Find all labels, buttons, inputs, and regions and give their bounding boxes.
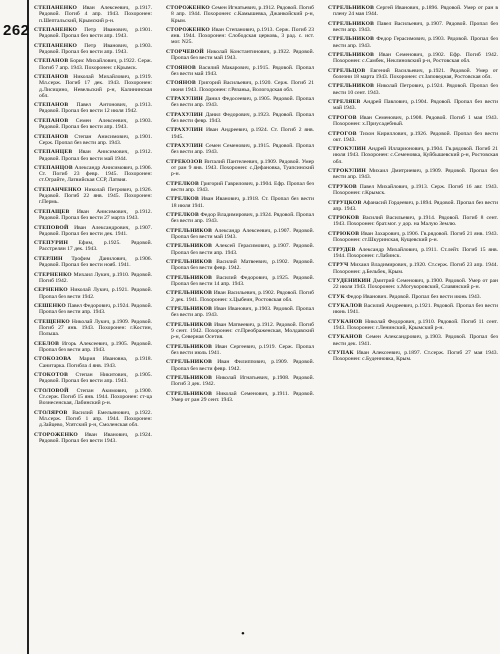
memorial-entry [166,80,314,93]
memorial-entry [166,49,314,62]
memorial-entry [328,278,498,291]
memorial-entry [166,159,314,178]
entry-details: Иван Алексеевич, р.1917. Рядовой. Погиб 4 апр. 1943. Похоронен: п.Шептальский, Крымский р-н. [39,5,152,24]
entry-details: Григорий Васильевич, р.1920. Серж. Погиб 21 июня 1943. Похоронен: г.Рязаньа, Вологодская обл. [171,80,314,93]
memorial-entry [34,225,152,238]
memorial-entry [328,184,498,197]
memorial-entry [166,5,314,24]
entry-details: Мария Ивановна, р.1918. Санитарка. Погибла 4 янв. 1943. [39,356,152,369]
memorial-entry [166,143,314,156]
entry-details: Андрей Илларионович, р.1904. Гв.рядовой. Погиб 21 июля 1943. Похоронен: с.Семеновка, Куйбышевский р-н, Ростовская обл. [333,146,498,165]
memorial-entry [34,118,152,131]
memorial-entry [34,187,152,206]
entry-details: Иван Степанович, р.1913. Серж. Погиб 23 янв. 1944. Похоронен: Слободская церковь, 3 рад. с. ист. мог. N25. [171,26,314,46]
entry-details: Иван Андреевич, р.1924. Ст. Погиб 2 янв. 1945. [171,127,314,140]
entry-details: Игорь Алексеевич, р.1905. Рядовой. Пропал без вести апр. 1943. [39,340,152,353]
entry-details: Иван Семенович, р.1902. Ефр. Погиб 1942. Похоронен: с.Самбек, Неклиновский р-н, Ростовская обл. [333,52,498,65]
entry-surname: СТРУЦКОВ [328,199,362,206]
entry-details: Иван Алексеевич, р.1897. Ст.серж. Погиб 27 мая 1943. Похоронен: с.Буденновка, Крым. [333,350,498,363]
entry-details: Семен Александрович, р.1903. Рядовой. Пропал без вести дек. 1941. [333,334,498,347]
memorial-entry [328,247,498,260]
entry-details: Николай Петрович, р.1924. Рядовой. Пропал без вести 10 сент. 1943. [333,83,498,96]
entry-surname: СТРЕЛЬНИКОВ [166,321,213,328]
entry-details: Семен Игнатьевич, р.1912. Рядовой. Погиб 8 апр. 1944. Похоронен: с.Камышевка, Джанкойский р-н, Крым. [171,5,314,24]
memorial-entry [166,127,314,140]
entry-details: Николай Игнатьевич, р.1908. Рядовой. Погиб 3 дек. 1942. [171,375,314,388]
entry-details: Григорий Гаврилович, р.1904. Ефр. Пропал без вести апр. 1943. [171,180,314,193]
entry-details: Михаил Лукич, р.1910. Рядовой. Погиб 1942. [39,271,152,284]
entry-surname: СТРАХУЛИН [166,111,204,118]
memorial-entry [166,322,314,341]
entry-surname: СЕРНЕНКО [34,287,68,294]
entry-surname: СТОЛЯРОВ [34,409,68,416]
memorial-entry [166,375,314,388]
entry-details: Семен Семенович, р.1915. Рядовой. Пропал без вести апр. 1943. [171,143,314,156]
column-3 [328,5,498,366]
entry-details: Виталий Пантелеевич, р.1909. Рядовой. Умер от ран 9 янв. 1943. Похоронен: с.Дефановка, Туапсинский р-н. [171,158,314,178]
entry-surname: СТРЕЛЬНИКОВ [166,306,213,313]
entry-details: Павел Васильевич, р.1907. Рядовой. Пропал без вести апр. 1943. [333,20,498,33]
memorial-entry [328,21,498,34]
entry-surname: СТРАХУЛИН [166,95,204,102]
entry-details: Александр Алексеевич, р.1907. Рядовой. Пропал без вести май 1943. [171,227,314,240]
entry-details: Василий Макарович, р.1915. Рядовой. Пропал без вести май 1943. [171,64,314,77]
entry-surname: СТЕРЛИН [34,255,63,262]
entry-details: Иван Матвеевич, р.1912. Рядовой. Погиб 9 сент. 1942. Похоронен: ст.Преображенская, Молдавский р-н, Северная Осетия. [171,321,314,341]
entry-surname: СТЕПОВОЙ [34,224,69,231]
entry-surname: СТУКАЛОВ [328,303,363,310]
memorial-entry [34,410,152,429]
entry-surname: СТРЕЛЬНИКОВ [328,20,375,27]
entry-details: Павел Михайлович, р.1913. Серж. Погиб 16 авг. 1943. Похоронен: г.Крымск. [333,183,498,197]
memorial-entry [166,391,314,404]
entry-details: Ефим, р.1925. Рядовой. Расстрелян 17 дек. 1943. [39,240,152,253]
memorial-entry [328,5,498,18]
memorial-entry [166,243,314,256]
entry-details: Данил Федосеевич, р.1905. Рядовой. Пропал без вести апр. 1943. [171,95,315,109]
entry-surname: СТРЕЛКОВ [166,180,200,187]
entry-surname: СТРОКУЛИН [328,168,366,175]
memorial-entry [34,134,152,147]
memorial-entry [34,5,152,24]
memorial-entry [166,228,314,241]
entry-details: Андрей Павлович, р.1904. Рядовой. Пропал без вести май 1943. [333,99,498,112]
entry-surname: СТРЕЛЬНИКОВ [166,390,213,397]
memorial-entry [34,102,152,115]
entry-surname: СЕБЛОВ [34,340,60,347]
memorial-entry [328,146,498,165]
entry-surname: СТЕПАНЕНКО [34,42,78,49]
memorial-entry [328,215,498,228]
entry-details: Борис Михайлович, р.1922. Серж. Погиб 7 апр. 1943. Похоронен: г.Крымск. [39,58,152,71]
memorial-entry [328,52,498,65]
page-number: 262 [3,22,30,39]
entry-surname: СТЕПАНЕНКО [34,26,78,33]
entry-surname: СТЕРНЕНКО [34,271,72,278]
memorial-entry [166,96,314,109]
memorial-entry [328,303,498,316]
entry-details: Иван Филиппович, р.1909. Рядовой. Пропал без вести февр. 1942. [171,359,314,372]
entry-surname: СТРЕЛЬНИКОВ [166,359,213,366]
memorial-entry [166,196,314,209]
entry-surname: СТЕПАНЕНКО [34,5,78,11]
entry-details: Петр Иванович, р.1901. Рядовой. Пропал без вести апр. 1943. [39,26,152,40]
entry-surname: СТУКАНОВ [328,334,363,341]
entry-surname: СТЕПАНОВ [34,133,69,140]
entry-details: Трофим Данилович, р.1906. Рядовой. Пропал без вести нояб. 1941. [39,255,152,269]
entry-details: Александр Анисимович, р.1906. Ст. Погиб 23 февр. 1945. Похоронен: ст.Ограйте, Латвийская ССР, Латвия. [39,164,152,184]
entry-surname: СТРЕЛЬНИКОВ [166,290,213,297]
entry-details: Степан Никитович, р.1905. Рядовой. Пропал без вести апр. 1943. [39,371,152,385]
entry-surname: СТРЕЛКОВ [166,196,200,203]
entry-details: Павел Антонович, р.1913. Рядовой. Пропал без вести 12 июля 1942. [39,102,152,115]
entry-details: Николай Константинович, р.1922. Рядовой. Пропал без вести май 1943. [171,48,314,62]
memorial-entry [328,131,498,144]
column-1 [34,5,152,447]
entry-details: Алексей Герасимович, р.1907. Рядовой. Пропал без вести апр. 1943. [171,243,314,256]
entry-surname: СТЕПАНОВ [34,117,69,124]
memorial-entry [34,287,152,300]
memorial-entry [166,275,314,288]
entry-surname: СТОРОЖЕНКО [166,5,211,11]
entry-surname: СТОКОЗОВА [34,356,72,363]
memorial-entry [34,27,152,40]
entry-details: Василий Федорович, р.1925. Рядовой. Пропал без вести 14 апр. 1943. [171,274,314,287]
entry-surname: СТЕПАНЧЕНКО [34,186,82,193]
memorial-entry [328,294,498,300]
entry-details: Иван Иванович, р.1903. Рядовой. Пропал без вести апр. 1943. [171,306,314,319]
entry-details: Николай Семенович, р.1911. Рядовой. Умер от ран 29 сент. 1943. [171,390,314,404]
entry-surname: СТРОГОВ [328,114,357,121]
entry-details: Иван Захарович, р.1906. Гв.рядовой. Погиб 21 янв. 1943. Похоронен: ст.Шкуринская, Кущевский р-н. [333,230,498,244]
memorial-entry [166,290,314,303]
entry-surname: СТОКОТОВ [34,371,69,378]
entry-details: Иван Иванович, р.1924. Рядовой. Пропал без вести 1943. [39,431,152,444]
entry-surname: СТРЕЛЬНИКОВ [328,83,375,90]
memorial-entry [328,262,498,275]
entry-details: Иван Анисимович, р.1912. Рядовой. Пропал без вести 27 марта 1943. [39,208,152,222]
entry-surname: СТРЕКОЗОВ [166,158,203,165]
entry-surname: СТРЕЛЬЦОВ [328,67,366,74]
entry-details: Федор Герасимович, р.1903. Рядовой. Пропал без вести апр. 1943. [333,36,498,49]
entry-details: Федор Иванович. Рядовой. Пропал без вести июнь 1943. [346,293,481,300]
entry-surname: СТРОГОВ [328,130,357,137]
memorial-entry [34,209,152,222]
memorial-entry [34,74,152,99]
memorial-entry [166,181,314,194]
memorial-entry [328,36,498,49]
memorial-entry [34,432,152,445]
entry-details: Александр Михайлович, р.1911. Ст.лейт. Погиб 15 янв. 1944. Похоронен: г.Лабинск. [333,246,498,259]
entry-surname: СТРЕЛЯЕВ [328,99,361,106]
entry-details: Павел Федорович, р.1924. Рядовой. Пропал без вести апр. 1943. [39,302,152,316]
memorial-entry [34,240,152,253]
memorial-entry [328,319,498,332]
entry-details: Василий Андреевич, р.1921. Рядовой. Пропал без вести июнь 1941. [333,303,498,316]
entry-surname: СТРЕЛЬНИКОВ [328,52,375,59]
entry-surname: СТЕПАЩЕВ [34,208,70,215]
entry-details: Иван Иванович, р.1918. Ст. Пропал без вести 18 июля 1941. [171,196,314,209]
entry-details: Сергей Иванович, р.1896. Рядовой. Умер от ран в плену 24 мая 1944. [333,5,498,18]
entry-details: Евгений Васильевич, р.1921. Рядовой. Умер от болезни 18 марта 1943. Похоронен: ст.Заповедная, Ростовская обл. [333,67,498,80]
entry-details: Василий Васильевич, р.1914. Рядовой. Погиб 8 сент. 1943. Похоронен: брат.мог. у дор. на Малую Землю. [333,215,499,228]
memorial-entry [328,334,498,347]
entry-details: Михаил Дмитриевич, р.1909. Рядовой. Пропал без вести апр. 1943. [333,168,498,181]
entry-surname: СТОЯНОВ [166,64,196,71]
entry-surname: СТЕПАНОВ [34,102,69,109]
entry-details: Николай Петрович, р.1926. Рядовой. Погиб 22 янв. 1945. Похоронен: г.Пермь. [39,186,153,206]
entry-surname: СТЕПАНЦЕВ [34,149,73,156]
entry-surname: СЕШЕНКО [34,302,67,309]
entry-surname: СТОЯНОВ [166,80,196,87]
entry-details: Николай Лукич, р.1909. Рядовой. Погиб 27 янв. 1943. Похоронен: г.Костин, Польша. [39,318,152,338]
entry-details: Дмитрий Семенович, р.1900. Рядовой. Умер от ран 22 июля 1943. Похоронен: х.Могукоровский, Славянский р-н. [333,277,498,291]
entry-details: Федор Владимирович, р.1924. Рядовой. Пропал без вести апр. 1943. [171,212,314,225]
memorial-entry [34,43,152,56]
entry-details: Семен Алексеевич, р.1903. Рядовой. Пропал без вести апр. 1943. [39,117,152,131]
entry-surname: СТРУЧ [328,262,349,269]
memorial-entry [34,272,152,285]
entry-details: Петр Иванович, р.1903. Рядовой. Пропал без вести апр. 1943. [39,42,152,55]
entry-surname: СТЕПАНОВ [34,74,69,80]
entry-details: Василий Матвеевич, р.1902. Рядовой. Пропал без вести февр. 1942. [171,259,314,272]
entry-surname: СТРУДЕВ [328,246,356,253]
memorial-entry [328,200,498,213]
memorial-entry [166,212,314,225]
entry-details: Николай Федорович, р.1910. Рядовой. Погиб 11 сент. 1943. Похоронен: г.Ленинский, Крымский р-н. [333,318,498,331]
entry-surname: СТРЮКОВ [328,215,360,222]
memorial-entry [34,165,152,184]
memorial-entry [166,306,314,319]
memorial-entry [34,303,152,316]
entry-surname: СТРЕЛЬНИКОВ [328,36,375,43]
memorial-entry [328,99,498,112]
memorial-entry [328,168,498,181]
entry-surname: СТУПАК [328,350,354,357]
entry-surname: СТРЕЛЬНИКОВ [166,274,213,281]
margin-rule [27,0,29,654]
entry-surname: СТЕЩЕНКО [34,318,70,325]
entry-details: Степан Акимович, р.1900. Ст.серж. Погиб 15 янв. 1944. Похоронен: ст-ца Вознесенская, Лабинский р-н. [39,387,152,407]
memorial-entry [34,319,152,338]
entry-surname: СТРЕЛЬНИКОВ [166,243,213,250]
entry-surname: СТРЮКОВ [328,230,360,237]
memorial-entry [328,83,498,96]
entry-surname: СТУДЕНИКИН [328,277,371,284]
entry-details: Иван Анисимович, р.1912. Рядовой. Пропал без вести май 1944. [39,149,152,162]
memorial-entry [328,350,498,363]
memorial-entry [166,65,314,78]
entry-surname: СТРОКУЛИН [328,146,366,153]
memorial-entry [328,231,498,244]
entry-surname: СТРЕЛЬНИКОВ [166,259,213,266]
entry-details: Николай Михайлович, р.1919. Мл.серж. Погиб 17 дек. 1943. Похоронен: д.Лисицино, Невельский р-н, Калининская обл. [39,74,153,99]
entry-details: Василий Емельянович, р.1922. Мл.серж. Погиб 1 апр. 1944. Похоронен: д.Зайцево, Усятский р-н, Смоленская обл. [39,409,152,429]
entry-surname: СТРУКОВ [328,183,357,190]
entry-details: Николай Лукич, р.1921. Рядовой. Пропал без вести 1942. [39,287,152,300]
entry-surname: СТЕПАНОВ [34,58,69,65]
footer-mark: • [241,628,245,640]
entry-surname: СТОРЧЕВОЙ [166,48,204,55]
memorial-entry [166,359,314,372]
entry-surname: СТЕПАНЦОВ [34,164,73,171]
memorial-entry [328,68,498,81]
entry-surname: СТРЕЛЬНИКОВ [166,375,213,382]
entry-surname: СТЕПУРИН [34,240,69,247]
memorial-entry [166,27,314,46]
memorial-entry [328,115,498,128]
entry-details: Иван Александрович, р.1907. Рядовой. Пропал без вести дек. 1941. [39,224,152,237]
entry-details: Иван Семенович, р.1908. Рядовой. Погиб 1 мая 1943. Похоронен: х.Приусадебный. [333,114,498,128]
entry-surname: СТРЕЛЬНИКОВ [328,5,375,11]
memorial-entry [166,344,314,357]
memorial-entry [166,259,314,272]
entry-surname: СТРЕЛЬНИКОВ [166,343,213,350]
memorial-entry [34,58,152,71]
memorial-entry [34,341,152,354]
memorial-entry [34,149,152,162]
entry-surname: СТОРОЖЕНКО [34,431,79,438]
entry-details: Данил Федорович, р.1923. Рядовой. Пропал без вести февр. 1943. [171,111,314,124]
entry-details: Афанасий Гордеевич, р.1894. Рядовой. Пропал без вести апр. 1943. [333,199,498,212]
memorial-entry [166,112,314,125]
entry-surname: СТОРОЖЕНКО [166,26,211,33]
memorial-entry [34,256,152,269]
entry-surname: СТУКАНОВ [328,318,363,325]
entry-details: Иван Васильевич, р.1902. Рядовой. Погиб 2 дек. 1941. Похоронен: х.Цыбеин, Ростовская обл. [171,290,314,303]
entry-surname: СТУК [328,293,345,300]
entry-surname: СТРЕЛЬНИКОВ [166,227,213,234]
memorial-entry [34,356,152,369]
entry-details: Степан Анисимович, р.1901. Серж. Пропал без вести апр. 1943. [39,133,152,146]
entry-surname: СТРАХУЛИН [166,127,204,134]
entry-surname: СТОЛОВОЙ [34,387,69,394]
entry-details: Михаил Владимирович, р.1920. Ст.серж. Погиб 23 апр. 1944. Похоронен: д.Бельбек, Крым. [333,262,498,275]
entry-surname: СТРЕЛКОВ [166,212,200,218]
column-2 [166,5,314,407]
memorial-entry [34,372,152,385]
entry-details: Иван Сергеевич, р.1919. Серж. Пропал без вести июль 1941. [171,343,314,356]
memorial-entry [34,388,152,407]
entry-surname: СТРАХУЛИН [166,143,204,149]
entry-details: Тихон Кириллович, р.1926. Рядовой. Пропал без вести окт. 1943. [333,130,498,143]
